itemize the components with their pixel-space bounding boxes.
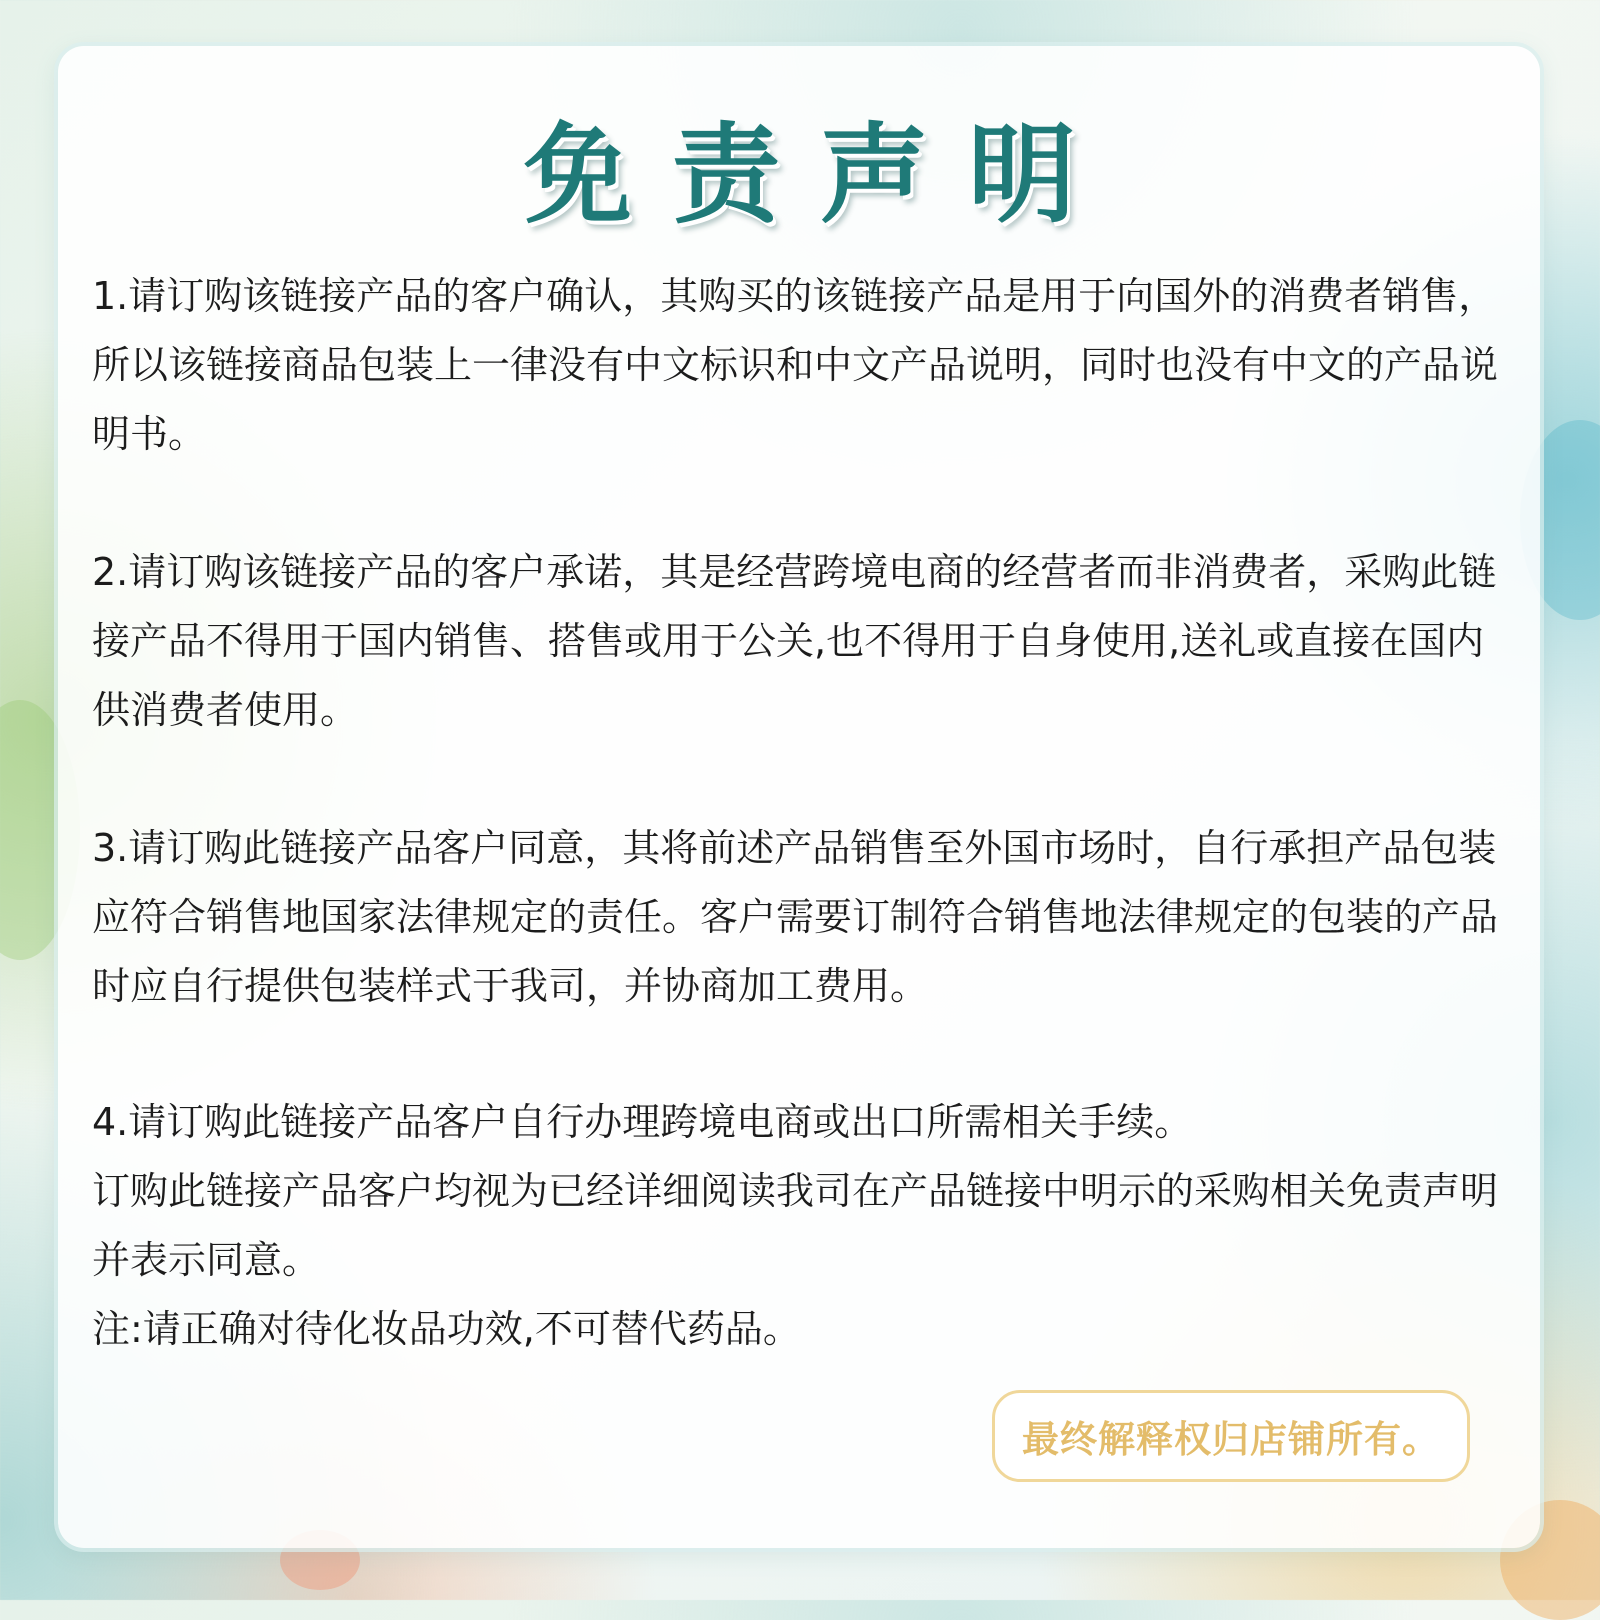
disclaimer-agreement-note: 订购此链接产品客户均视为已经详细阅读我司在产品链接中明示的采购相关免责声明并表示同意。	[92, 1169, 1499, 1282]
footer-text: 最终解释权归店铺所有。	[1022, 1418, 1440, 1461]
disclaimer-paragraph-3: 3.请订购此链接产品客户同意，其将前述产品销售至外国市场时，自行承担产品包装应符合销售地国家法律规定的责任。客户需要订制符合销售地法律规定的包装的产品时应自行提供包装样式于我司，并协商加工费用。	[92, 826, 1499, 1008]
disclaimer-paragraph-4: 4.请订购此链接产品客户自行办理跨境电商或出口所需相关手续。	[92, 1100, 1193, 1144]
page-title: 免责声明	[523, 113, 1116, 238]
cosmetic-efficacy-note: 注:请正确对待化妆品功效,不可替代药品。	[92, 1307, 801, 1351]
footer-badge	[992, 1390, 1470, 1482]
disclaimer-paragraph-1: 1.请订购该链接产品的客户确认，其购买的该链接产品是用于向国外的消费者销售，所以该链接商品包装上一律没有中文标识和中文产品说明，同时也没有中文的产品说明书。	[92, 274, 1499, 456]
disclaimer-paragraph-2: 2.请订购该链接产品的客户承诺，其是经营跨境电商的经营者而非消费者，采购此链接产品不得用于国内销售、搭售或用于公关,也不得用于自身使用,送礼或直接在国内供消费者使用。	[92, 550, 1497, 732]
